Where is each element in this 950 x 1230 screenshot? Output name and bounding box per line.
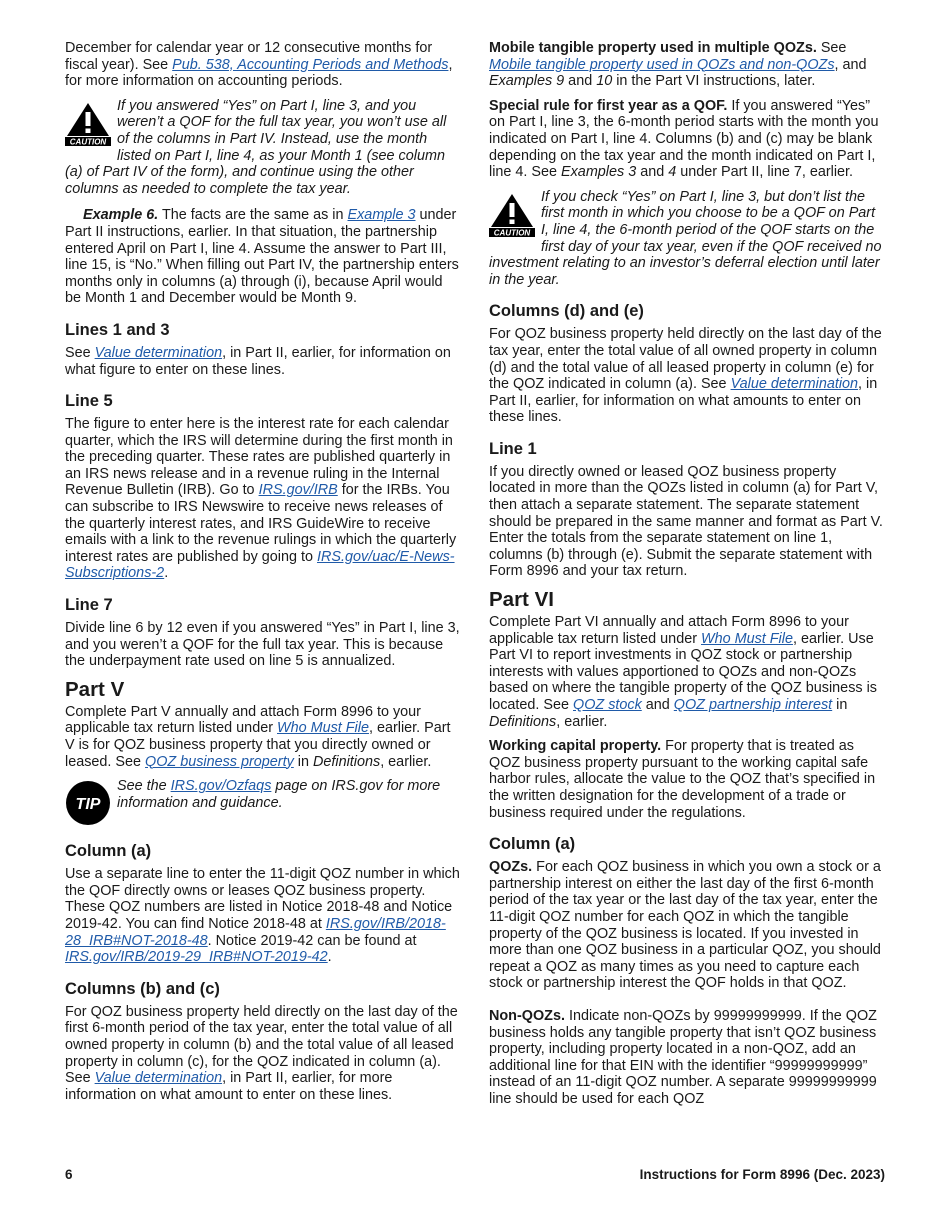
columns-b-c-heading: Columns (b) and (c) [65, 979, 220, 998]
column-a-paragraph: Use a separate line to enter the 11-digit QOZ number in which the QOF directly owns or leases QOZ business property. These QOZ numbers are listed in Notice 2018-48 and Notice 2019-42. You can find Notice 2018-48 at IRS.gov/IRB/2018-28_IRB#NOT-2018-48. Notice 2019-42 can be found at IRS.gov/IRB/2019-29_IRB#NOT-2019-42. [65, 866, 460, 966]
caution-note-2: CAUTION If you check “Yes” on Part I, line 3, but don’t list the first month in which you choose to be a QOF on Part I, line 4, the 6-month period of the QOF starts on the first day of your tax year, even if the QOF received no investment relating to an investor’s deferral election until later in the year. [489, 188, 882, 288]
caution-icon [65, 100, 111, 146]
part-v-paragraph: Complete Part V annually and attach Form 8996 to your applicable tax return listed under Who Must File, earlier. Part V is for QOZ business property that you directly owned or leased. See QOZ business property in Definitions, earlier. [65, 703, 451, 770]
right-column [489, 40, 886, 1115]
part-v-heading: Part V [65, 677, 125, 701]
line-7-paragraph: Divide line 6 by 12 even if you answered “Yes” in Part I, line 3, and you weren’t a QOF for the full tax year. This is because the underpayment rate used on line 5 is annualized. [65, 620, 460, 670]
columns-d-e-heading: Columns (d) and (e) [489, 302, 644, 321]
columns-b-c-paragraph: For QOZ business property held directly on the last day of the first 6-month period of the tax year, enter the total value of all owned property in column (b) and the total value of all leased property in column (c), for the QOZ indicated in column (a). See Value determination, in Part II, earlier, for more information on what amount to enter on these lines. [65, 1003, 458, 1103]
qoz-business-property-link[interactable]: QOZ business property [145, 753, 294, 770]
svg-text:TIP: TIP [75, 796, 101, 814]
irs-irb-link[interactable]: IRS.gov/IRB [258, 482, 338, 499]
qozs-paragraph: QOZs. For each QOZ business in which you own a stock or a partnership interest on either the last day of the first 6-month period of the tax year or the last day of the tax year, enter the 11-digit QOZ number for each QOZ in which the tangible property of the QOZ business is located. If you invested in more than one QOZ business in a particular QOZ, you should repeat a QOZ as many times as you need to capture each stock or partnership interest the QOF holds in that QOZ. [489, 859, 881, 992]
lines-1-3-paragraph: See Value determination, in Part II, earlier, for information on what figure to enter on these lines. [65, 344, 451, 378]
intro-paragraph: December for calendar year or 12 consecutive months for fiscal year). See Pub. 538, Accounting Periods and Methods, for more information on accounting periods. [65, 40, 453, 90]
caution-icon [489, 191, 535, 237]
who-must-file-link[interactable]: Who Must File [277, 720, 369, 737]
mobile-property-link[interactable]: Mobile tangible property used in QOZs and non-QOZs [489, 56, 835, 73]
example-6-paragraph: Example 6. The facts are the same as in Example 3 under Part II instructions, earlier. In that situation, the partnership entered April on Part I, line 4. Assume the answer to Part III, line 15, is “No.” When filling out Part IV, the partnership enters months only in columns (a) through (i), because April would be Month 1 and December would be Month 9. [65, 207, 459, 307]
caution-note-1: CAUTION If you answered “Yes” on Part I, line 3, and you weren’t a QOF for the full tax year, you won’t use all of the columns in Part IV. Instead, use the month listed on Part I, line 4, as your Month 1 (see column (a) of Part IV of the form), and continue using the other columns as needed to complete the tax year. [65, 97, 447, 197]
qoz-partnership-interest-link[interactable]: QOZ partnership interest [673, 697, 833, 713]
notice-2019-42-link[interactable]: IRS.gov/IRB/2019-29_IRB#NOT-2019-42 [65, 949, 328, 966]
example-3-link[interactable]: Example 3 [347, 207, 416, 224]
pub-538-link[interactable]: Pub. 538, Accounting Periods and Methods [172, 56, 449, 73]
column-a-heading-2: Column (a) [489, 835, 576, 854]
line-7-heading: Line 7 [65, 596, 113, 615]
columns-d-e-paragraph: For QOZ business property held directly on the last day of the tax year, enter the total value of all owned property in column (d) and the total value of all leased property in column (e) for the QOZ indicated in column (a). See Value determination, in Part II, earlier, for information on what amounts to enter on these lines. [489, 326, 882, 426]
part-vi-heading: Part VI [489, 588, 554, 612]
enews-subscriptions-link[interactable]: IRS.gov/uac/E-News-Subscriptions-2 [65, 548, 455, 582]
lines-1-3-heading: Lines 1 and 3 [65, 320, 170, 339]
svg-text:CAUTION: CAUTION [69, 137, 107, 146]
notice-2018-48-link[interactable]: IRS.gov/IRB/2018-28_IRB#NOT-2018-48 [65, 915, 446, 949]
value-determination-link[interactable]: Value determination [94, 344, 223, 361]
working-capital-paragraph: Working capital property. For property that is treated as QOZ business property pursuant to the working capital safe harbor rules, allocate the value to the QOZ that’s specified in the written designation for the development of a trade or business required under the regulations. [489, 738, 876, 821]
tip-icon [65, 780, 111, 826]
form-title-footer: Instructions for Form 8996 (Dec. 2023) [639, 1167, 885, 1182]
mobile-property-paragraph: Mobile tangible property used in multiple QOZs. See Mobile tangible property used in QOZs and non-QOZs, and Examples 9 and 10 in the Part VI instructions, later. [489, 40, 867, 90]
who-must-file-link-2[interactable]: Who Must File [701, 630, 793, 647]
value-determination-link-2[interactable]: Value determination [94, 1070, 223, 1087]
special-rule-paragraph: Special rule for first year as a QOF. If you answered “Yes” on Part I, line 3, the 6-month period starts with the month you indicated on Part I, line 4. Columns (b) and (c) may be blank depending on the tax year and the month indicated on Part I, line 4. See Examples 3 and 4 under Part II, line 7, earlier. [489, 97, 879, 181]
line-1-paragraph: If you directly owned or leased QOZ business property located in more than the QOZs listed in column (a) for Part V, then attach a separate statement. The separate statement should be prepared in the same manner and format as Part V. Enter the totals from the separate statement on line 1, columns (b) through (e). Submit the separate statement with Form 8996 and your tax return. [489, 463, 883, 580]
line-5-paragraph: The figure to enter here is the interest rate for each calendar quarter, which the IRS will determine during the first month in the preceding quarter. These rates are published quarterly in an IRS news release and in a revenue ruling in the Internal Revenue Bulletin (IRB). Go to IRS.gov/IRB for the IRBs. You can subscribe to IRS Newswire to receive news releases of the quarterly interest rates, and IRS GuideWire to receive emails with a link to the revenue rulings in which the quarterly interest rates are published by going to IRS.gov/uac/E-News-Subscriptions-2. [65, 416, 457, 582]
tip-note: TIP See the IRS.gov/Ozfaqs page on IRS.gov for more information and guidance. [65, 778, 462, 828]
non-qozs-paragraph: Non-QOZs. Indicate non-QOZs by 99999999999. If the QOZ business holds any tangible property that isn’t QOZ business property, including property located in a non-QOZ, add an additional line for that EIN with the identifier “99999999999” instead of an 11-digit QOZ number. A separate 99999999999 line should be used for each QOZ [489, 1007, 877, 1107]
svg-text:CAUTION: CAUTION [493, 228, 531, 237]
line-5-heading: Line 5 [65, 392, 113, 411]
page-number: 6 [65, 1167, 73, 1182]
line-1-heading: Line 1 [489, 439, 537, 458]
column-a-heading: Column (a) [65, 842, 152, 861]
value-determination-link-3[interactable]: Value determination [730, 376, 859, 393]
part-vi-paragraph: Complete Part VI annually and attach Form 8996 to your applicable tax return listed under Who Must File, earlier. Use Part VI to report investments in QOZ stock or partnership interests with values apportioned to QOZs and non-QOZs based on where the tangible property of the QOZ business is located. See QOZ stock and QOZ partnership interest in Definitions, earlier. [489, 614, 877, 730]
qoz-stock-link[interactable]: QOZ stock [573, 697, 642, 713]
ozfaqs-link[interactable]: IRS.gov/Ozfaqs [170, 778, 272, 795]
left-column [65, 40, 462, 1111]
